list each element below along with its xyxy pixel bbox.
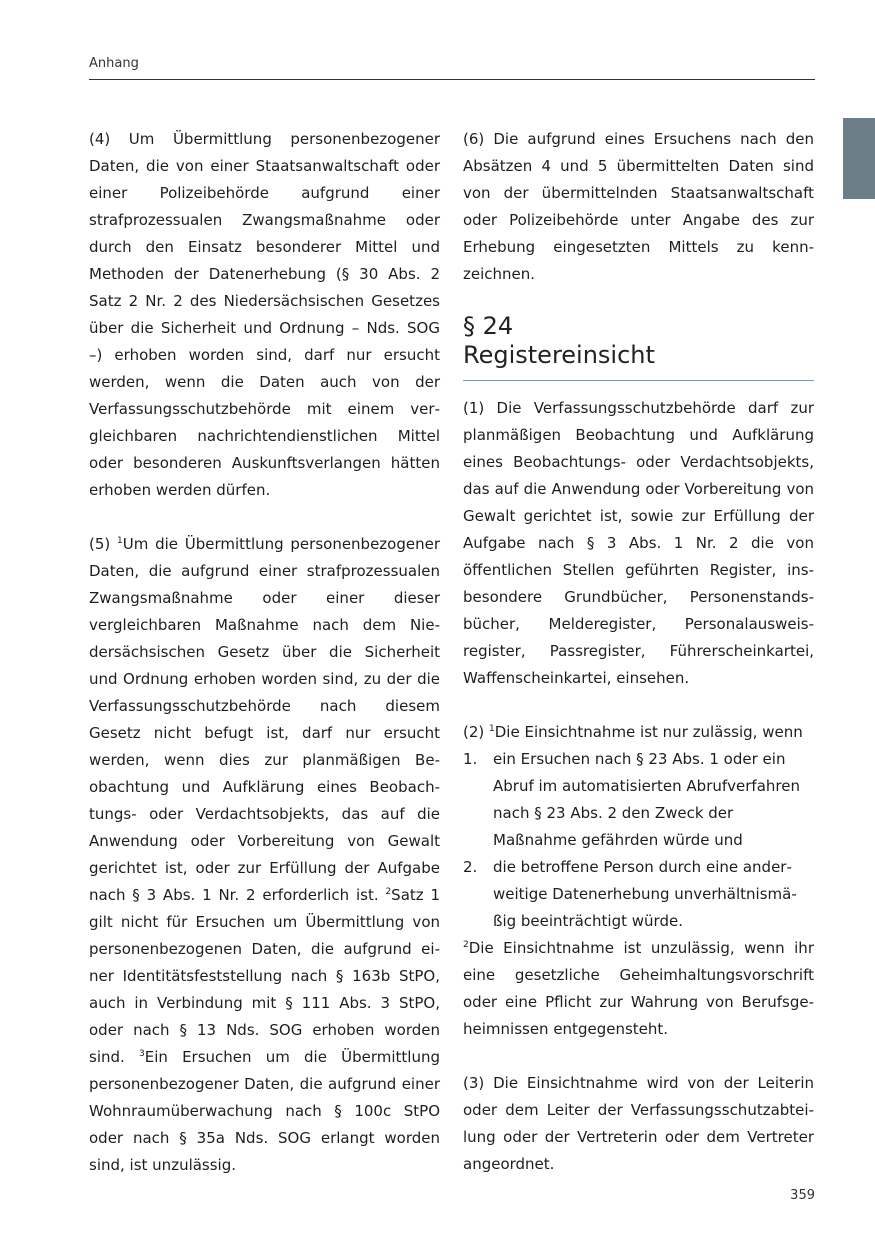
paragraph-6: (6) Die aufgrund eines Ersuchens nach den Absätzen 4 und 5 übermittelten Daten sind von der übermittelnden Staatsanwaltschaft oder Polizeibehörde unter Angabe des zur Erhebung eingesetzten Mittels zu kennzeichnen. bbox=[463, 130, 814, 283]
section-title: Registereinsicht bbox=[463, 341, 655, 369]
left-column bbox=[89, 126, 440, 1179]
section-24-paragraph-3: (3) Die Einsichtnahme wird von der Leiterin oder dem Leiter der Verfassungsschutzabteilung oder der Vertreterin oder dem Vertreter angeordnet. bbox=[463, 1074, 814, 1173]
section-24-paragraph-1: (1) Die Verfassungsschutzbehörde darf zur planmäßigen Beobachtung und Aufklärung eines Beobachtungs- oder Verdachtsobjekts, das auf die Anwendung oder Vorbereitung von Gewalt gerichtet ist, sowie zur Erfüllung der Aufgabe nach § 3 Abs. 1 Nr. 2 die von öffentlichen Stellen geführten Register, insbesondere Grundbücher, Personenstandsbücher, Melderegister, Personalausweisregister, Passregister, Führerscheinkartei, Waffenscheinkartei, einsehen. bbox=[463, 399, 814, 687]
paragraph-4: (4) Um Übermittlung personenbezogener Daten, die von einer Staatsanwaltschaft oder einer Polizeibehörde aufgrund einer strafprozessualen Zwangsmaßnahme oder durch den Einsatz besonderer Mittel und Methoden der Datenerhebung (§ 30 Abs. 2 Satz 2 Nr. 2 des Niedersächsischen Gesetzes über die Sicherheit und Ordnung – Nds. SOG –) erhoben worden sind, darf nur ersucht werden, wenn die Daten auch von der Verfassungsschutzbehörde mit einem vergleichbaren nachrichtendienstlichen Mittel oder besonderen Auskunftsverlangen hätten erhoben werden dürfen. bbox=[89, 130, 440, 499]
paragraph-5 bbox=[89, 531, 440, 1179]
sentence-2-marker: 2 bbox=[385, 887, 392, 897]
conditions-list bbox=[463, 746, 814, 935]
chapter-thumb-tab bbox=[843, 118, 875, 199]
section-number: § 24 bbox=[463, 312, 514, 340]
list-item-text: die betroffene Person durch eine anderweitige Datenerhebung unverhältnismäßig beeinträchtigt würde. bbox=[493, 858, 797, 930]
paragraph-2-sentence-1: Die Einsichtnahme ist nur zulässig, wenn bbox=[494, 723, 803, 741]
sentence-3-marker: 3 bbox=[138, 1049, 145, 1059]
list-item bbox=[463, 854, 814, 935]
sentence-1-marker: 1 bbox=[489, 724, 495, 734]
section-heading-rule bbox=[463, 380, 814, 381]
paragraph-5-prefix: (5) bbox=[89, 535, 118, 553]
sentence-1-marker: 1 bbox=[117, 536, 123, 546]
section-heading bbox=[463, 312, 814, 370]
paragraph-5-sentence-2: Satz 1 gilt nicht für Ersuchen um Übermittlung von personenbezogenen Daten, die aufgrund einer Identitätsfeststellung nach § 163b StPO, auch in Verbindung mit § 111 Abs. 3 StPO, oder nach § 13 Nds. SOG erhoben worden sind. bbox=[89, 886, 440, 1066]
list-item-text: ein Ersuchen nach § 23 Abs. 1 oder ein Abruf im automatisierten Abrufverfahren nach § 23 Abs. 2 den Zweck der Maßnahme gefährden würde und bbox=[493, 750, 800, 849]
paragraph-2-sentence-2: Die Einsichtnahme ist unzulässig, wenn ihr eine gesetzliche Geheimhaltungsvorschrift oder eine Pflicht zur Wahrung von Berufsgeheimnissen entgegensteht. bbox=[463, 939, 814, 1038]
list-item-number: 1. bbox=[463, 750, 478, 768]
paragraph-2-prefix: (2) bbox=[463, 723, 490, 741]
running-header: Anhang bbox=[89, 56, 139, 71]
header-rule bbox=[89, 79, 815, 80]
paragraph-5-sentence-1: Um die Übermittlung personenbezogener Daten, die aufgrund einer strafprozessualen Zwangsmaßnahme oder einer dieser vergleichbaren Maßnahme nach dem Niedersächsischen Gesetz über die Sicherheit und Ordnung erhoben worden sind, zu der die Verfassungsschutzbehörde nach diesem Gesetz nicht befugt ist, darf nur ersucht werden, wenn dies zur planmäßigen Beobachtung und Aufklärung eines Beobachtungs- oder Verdachtsobjekts, das auf die Anwendung oder Vorbereitung von Gewalt gerichtet ist, oder zur Erfüllung der Aufgabe nach § 3 Abs. 1 Nr. 2 erforderlich ist. bbox=[89, 535, 441, 904]
sentence-2-marker: 2 bbox=[463, 940, 469, 950]
section-24-paragraph-2-intro bbox=[463, 719, 814, 746]
right-column bbox=[463, 126, 814, 1178]
section-24-paragraph-2-sentence-2 bbox=[463, 935, 814, 1043]
paragraph-5-sentence-3: Ein Ersuchen um die Übermittlung personenbezogener Daten, die aufgrund einer Wohnraumüberwachung nach § 100c StPO oder nach § 35a Nds. SOG erlangt worden sind, ist unzulässig. bbox=[89, 1048, 441, 1174]
page-number: 359 bbox=[790, 1188, 815, 1203]
list-item-number: 2. bbox=[463, 858, 478, 876]
list-item bbox=[463, 746, 814, 854]
